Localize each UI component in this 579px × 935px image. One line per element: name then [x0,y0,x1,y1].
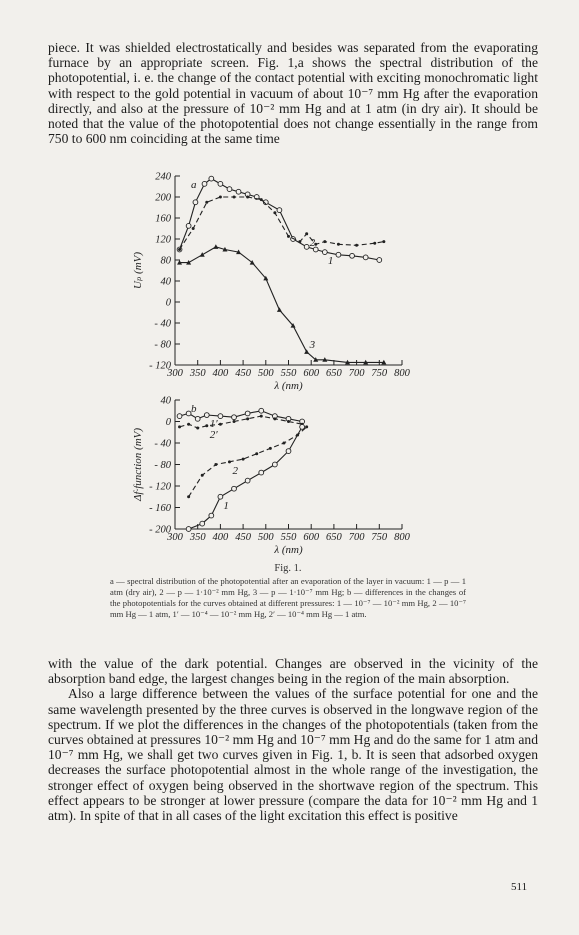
figure-caption [110,563,466,620]
data-point [196,426,199,429]
data-point [227,187,232,192]
data-point [246,196,249,199]
y-tick-label: 200 [155,192,171,204]
data-point [219,423,222,426]
x-tick-label: 500 [257,368,274,379]
data-point [350,253,355,258]
data-point [218,414,223,419]
data-point [205,424,208,427]
panel-label: a [191,179,197,191]
data-point [200,252,205,257]
y-tick-label: 120 [155,234,171,246]
y-axis-label: Δf·function (mV) [132,427,144,502]
y-tick-label: - 80 [154,460,171,471]
data-point [232,486,237,491]
data-point [259,470,264,475]
data-point [233,420,236,423]
series-label: 1′ [209,418,218,431]
x-tick-label: 800 [394,532,410,543]
y-tick-label: 40 [160,276,171,288]
x-tick-label: 450 [235,368,251,379]
series-label: 1 [327,255,334,268]
x-tick-label: 800 [394,368,410,379]
data-point [193,200,198,205]
paragraph: with the value of the dark potential. Changes are observed in the vicinity of the absorption band edge, the largest changes being in the region of the main absorption. [48,656,538,687]
data-point [260,198,263,201]
y-axis-label: Uₚ (mV) [132,251,144,290]
x-tick-label: 550 [280,532,297,543]
data-point [205,201,208,204]
paragraph: Also a large difference between the values of the surface potential for one and the same wavelength presented by the three curves is observed in the longwave region of the spectrum. If we plot the differences in the changes of the photopotentials (taken from the curves obtained at pressures 10⁻² mm Hg and 10⁻⁷ mm Hg and do the same for 1 atm and 10⁻⁷ mm Hg, we shall get two curves given in Fig. 1, b. It is seen that adsorbed oxygen decreases the surface photopotential almost in the whole range of the investigation, the stronger effect of oxygen being observed in the shortwave region of the spectrum. This effect appears to be stronger at lower pressure (compare the data for 10⁻² mm Hg and 1 atm). In spite of that in all cases of the light excitation this effect is positive [48,686,538,824]
y-tick-label: - 40 [154,318,171,330]
x-tick-label: 500 [257,532,274,543]
data-point [214,463,217,466]
x-tick-label: 450 [235,532,251,543]
data-point [363,255,368,260]
data-point [304,244,309,249]
chart-a [0,160,579,400]
series-line-3 [180,247,384,363]
data-point [300,424,305,429]
y-tick-label: - 200 [149,524,171,536]
x-tick-label: 300 [167,368,183,379]
data-point [305,425,308,428]
series-line-1 [180,179,380,260]
data-point [246,417,249,420]
data-point [209,513,214,518]
data-point [282,442,285,445]
data-point [201,474,204,477]
data-point [218,494,223,499]
data-point [298,240,301,243]
data-point [277,208,282,213]
data-point [245,411,250,416]
x-tick-label: 600 [303,368,320,379]
data-point [213,244,218,249]
data-point [186,411,191,416]
series-label: 2 [309,236,316,249]
x-axis-label: λ (nm) [274,380,303,392]
y-tick-label: 40 [160,395,171,407]
data-point [304,349,309,354]
data-point [178,248,181,251]
series-line-2 [180,197,384,250]
data-point [277,307,282,312]
data-point [195,416,200,421]
y-tick-label: - 80 [154,339,171,351]
data-point [219,196,222,199]
data-point [382,240,385,243]
data-point [202,181,207,186]
y-tick-label: 80 [160,255,171,267]
data-point [242,458,245,461]
data-point [286,449,291,454]
data-point [273,417,276,420]
data-point [272,462,277,467]
data-point [287,420,290,423]
x-tick-label: 650 [326,368,342,379]
x-tick-label: 600 [303,532,320,543]
x-tick-label: 350 [189,368,206,379]
data-point [200,521,205,526]
data-point [355,244,358,247]
x-tick-label: 400 [212,532,229,543]
data-point [233,196,236,199]
data-point [323,240,326,243]
y-tick-label: - 40 [154,438,171,450]
y-tick-label: 0 [165,297,171,309]
y-tick-label: 240 [155,171,171,183]
data-point [192,227,195,230]
caption-body: a — spectral distribution of the photopotential after an evaporation of the layer in vacuum: 1 — p — 1 atm (dry air), 2 — p — 1·10⁻² mm Hg, 3 — p — 1·10⁻⁷ mm Hg; b — differences in the changes of the photopotentials for the curves obtained at different pressures: 1 — 10⁻⁷ — 10⁻² mm Hg, 2 — 10⁻⁷ mm Hg — 1 atm, 1′ — 10⁻⁴ — 10⁻² mm Hg, 2′ — 10⁻⁴ mm Hg — 1 atm. [110,576,466,619]
data-point [373,242,376,245]
data-point [186,527,191,532]
y-tick-label: - 120 [149,481,171,493]
data-point [186,223,191,228]
data-point [269,447,272,450]
series-label: 3 [309,338,316,351]
body-text-top [48,40,538,146]
data-point [259,408,264,413]
data-point [178,425,181,428]
panel-label: b [191,403,197,415]
x-tick-label: 350 [189,532,206,543]
data-point [336,252,341,257]
data-point [204,413,209,418]
data-point [187,495,190,498]
series-label: 2 [232,464,238,477]
caption-title: Fig. 1. [274,563,302,574]
y-tick-label: 0 [165,417,171,428]
y-tick-label: 160 [155,213,171,225]
x-tick-label: 300 [167,532,183,543]
data-point [187,423,190,426]
x-tick-label: 750 [371,532,388,543]
data-point [209,176,214,181]
x-tick-label: 700 [348,532,365,543]
data-point [218,181,223,186]
data-point [377,258,382,263]
data-point [232,415,237,420]
data-point [260,415,263,418]
series-line-2 [189,427,307,497]
series-label: 2′ [209,428,218,441]
series-label: 1 [223,499,229,512]
x-tick-label: 400 [212,368,229,379]
data-point [228,460,231,463]
data-point [273,211,276,214]
data-point [322,250,327,255]
body-text-bottom [48,656,538,823]
x-tick-label: 750 [371,368,388,379]
x-tick-label: 700 [348,368,365,379]
data-point [177,414,182,419]
x-tick-label: 550 [280,368,297,379]
paragraph: piece. It was shielded electrostatically and besides was separated from the evaporating furnace by an appropriate screen. Fig. 1,a shows the spectral distribution of the photopotential, i. e. the change of the contact potential with exciting monochromatic light with respect to the gold potential in vacuum of about 10⁻⁷ mm Hg after the evaporation directly, and also at the pressure of 10⁻² mm Hg and at 1 atm (in dry air). It should be noted that the value of the photopotential does not change essentially in the range from 750 to 600 nm coinciding at the same time [48,40,538,147]
data-point [245,478,250,483]
page-number: 511 [511,881,528,893]
data-point [337,243,340,246]
data-point [255,452,258,455]
data-point [236,189,241,194]
y-tick-label: - 160 [149,503,171,514]
data-point [287,235,290,238]
y-tick-label: - 120 [149,360,171,372]
chart-b [0,392,579,560]
x-axis-label: λ (nm) [274,544,303,556]
data-point [305,232,308,235]
x-tick-label: 650 [326,532,342,543]
